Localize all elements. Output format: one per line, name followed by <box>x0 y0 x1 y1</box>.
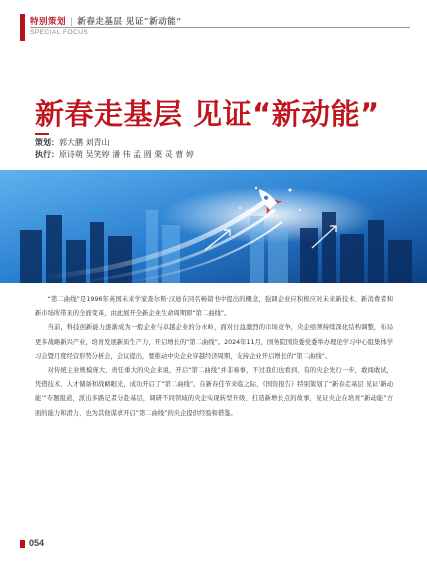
hero-photo <box>0 170 427 283</box>
header-accent-bar <box>20 14 25 41</box>
paragraph: “第二曲线”是1996年英国未来学家查尔斯·汉迪在同名畅销书中提出的概念，强调企业应积极应对未来新技术、新消费者和新市场所带来的全面变革，由此展开全新企业生命周期即“第二曲线”。 <box>35 296 393 318</box>
credit-names: 原诗萌 吴笑婷 潘 伟 孟 圆 栗 灵 曹 婷 <box>59 150 194 159</box>
credit-row <box>35 137 194 149</box>
section-name: 特别策划 <box>30 17 67 27</box>
article-body <box>35 293 393 421</box>
header-rule <box>30 27 410 28</box>
credit-label: 策划： <box>35 138 59 147</box>
credits-accent-bar <box>35 133 49 135</box>
header-title-line: 特别策划 | 新春走基层 见证“新动能” <box>30 17 182 27</box>
section-topic: 新春走基层 见证“新动能” <box>77 17 182 27</box>
section-english: SPECIAL FOCUS <box>30 29 89 36</box>
footer-accent-bar <box>20 540 25 548</box>
credit-names: 郭大鹏 刘青山 <box>59 138 110 147</box>
credits-block <box>35 137 194 161</box>
paragraph: 当前，科技创新能力逐渐成为一般企业与卓越企业的分水岭，面对日益激烈的市场竞争，央企亟须持续深化结构调整，布局更多战略新兴产业，培育发展新质生产力，开启增长的“第二曲线”。2024年11月，国务院国资委党委举办理论学习中心组集体学习会暨月度经营形势分析会，会议提出，要推动中央企业穿越经济周期，支持企业开启增长的“第二曲线”。 <box>35 324 393 360</box>
credit-label: 执行： <box>35 150 59 159</box>
skyline-rocket-illustration <box>0 170 427 283</box>
article-title: 新春走基层 见证“新动能” <box>35 97 380 131</box>
credit-row <box>35 149 194 161</box>
paragraph: 对传统主业规模庞大、责任重大的央企来说，开启“第二曲线”并非易事，不过我们也看到，有的央企先行一步，敢闯敢试，凭借技术、人才储备和战略眼光，成功开启了“第二曲线”。在新春佳节来临之际，《国资报告》特别策划了“新春走基层 见证‘新动能’”专题报道，派出多路记者分赴基层，调研不同领域的央企实现转型升级、打造新增长点的故事，见证央企在培育“新动能”方面的能力和潜力，也为其他谋求开启“第二曲线”的央企提供经验和借鉴。 <box>35 367 393 417</box>
page-number: 054 <box>29 538 45 548</box>
